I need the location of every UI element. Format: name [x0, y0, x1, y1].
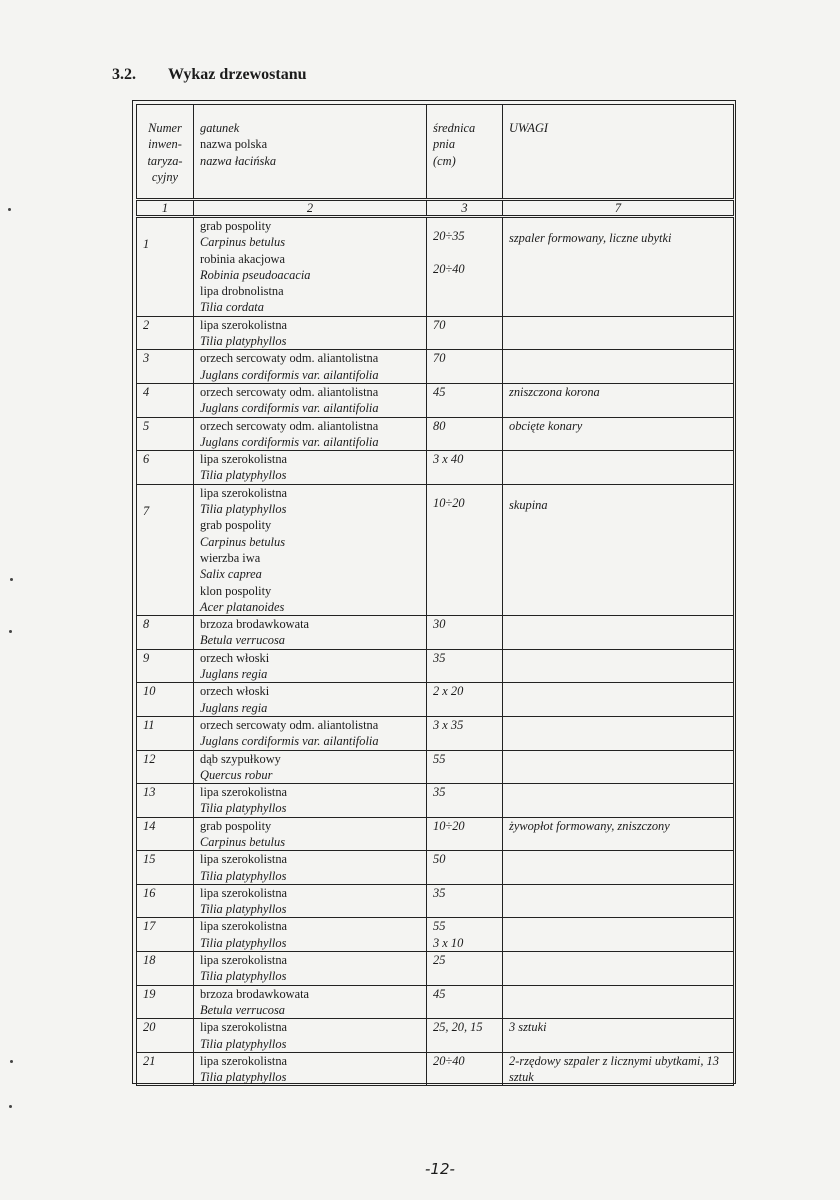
- diameter-value: 80: [433, 418, 446, 433]
- diameter-value: 20÷35: [433, 229, 465, 243]
- latin-name: Juglans cordiformis var. ailantifolia: [200, 734, 379, 749]
- notes-cell: [503, 616, 734, 650]
- polish-name: orzech sercowaty odm. aliantolistna: [200, 384, 379, 399]
- diameter-value: 10÷20: [433, 495, 465, 510]
- diameter-value: 3 x 35: [433, 717, 464, 732]
- inventory-number-cell: 10: [137, 683, 194, 717]
- latin-name: Acer platanoides: [200, 599, 285, 614]
- column-number: 2: [194, 200, 427, 217]
- diameter-cell: [427, 649, 503, 683]
- table-row: [137, 952, 734, 986]
- notes-cell: [503, 884, 734, 918]
- scan-speck: [9, 1105, 12, 1108]
- polish-name: orzech włoski: [200, 650, 270, 665]
- inventory-number-cell: 12: [137, 750, 194, 784]
- latin-name: Tilia platyphyllos: [200, 468, 287, 483]
- diameter-value: 45: [433, 384, 446, 399]
- polish-name: robinia akacjowa: [200, 251, 285, 266]
- polish-name: lipa szerokolistna: [200, 785, 288, 800]
- latin-name: Juglans regia: [200, 700, 268, 715]
- species-cell: [194, 383, 427, 417]
- diameter-value: 55: [433, 751, 446, 766]
- latin-name: Tilia platyphyllos: [200, 868, 287, 883]
- section-number: 3.2.: [112, 66, 136, 83]
- diameter-value: 50: [433, 852, 446, 867]
- latin-name: Tilia platyphyllos: [200, 502, 287, 517]
- diameter-cell: [427, 616, 503, 650]
- diameter-value: 35: [433, 650, 446, 665]
- table-row: [137, 918, 734, 952]
- diameter-cell: [427, 784, 503, 818]
- diameter-value: 70: [433, 351, 446, 366]
- notes-cell: [503, 985, 734, 1019]
- species-cell: [194, 1019, 427, 1053]
- diameter-cell: [427, 884, 503, 918]
- inventory-number-cell: 4: [137, 383, 194, 417]
- polish-name: grab pospolity: [200, 219, 272, 233]
- inventory-number-cell: 16: [137, 884, 194, 918]
- notes-cell: [503, 918, 734, 952]
- table-row: [137, 383, 734, 417]
- notes-cell: [503, 716, 734, 750]
- polish-name: orzech sercowaty odm. aliantolistna: [200, 351, 379, 366]
- species-cell: [194, 217, 427, 317]
- species-cell: [194, 451, 427, 485]
- polish-name: lipa drobnolistna: [200, 284, 284, 299]
- species-cell: [194, 750, 427, 784]
- table-body: [137, 217, 734, 1086]
- notes-cell: żywopłot formowany, zniszczony: [503, 817, 734, 851]
- polish-name: grab pospolity: [200, 818, 272, 833]
- inventory-number-cell: 20: [137, 1019, 194, 1053]
- latin-name: Quercus robur: [200, 767, 273, 782]
- notes-cell: [503, 750, 734, 784]
- diameter-value: 3 x 10: [433, 935, 464, 950]
- species-cell: [194, 649, 427, 683]
- latin-name: Juglans regia: [200, 667, 268, 682]
- diameter-cell: [427, 918, 503, 952]
- species-cell: [194, 683, 427, 717]
- diameter-value: 35: [433, 785, 446, 800]
- inventory-number-cell: 21: [137, 1052, 194, 1086]
- table-row: [137, 750, 734, 784]
- diameter-value: 30: [433, 617, 446, 632]
- diameter-value: 3 x 40: [433, 452, 464, 467]
- notes-cell: [503, 683, 734, 717]
- column-number: 7: [503, 200, 734, 217]
- species-cell: [194, 784, 427, 818]
- diameter-cell: [427, 316, 503, 350]
- notes-cell: obcięte konary: [503, 417, 734, 451]
- latin-name: Juglans cordiformis var. ailantifolia: [200, 367, 379, 382]
- table-row: [137, 716, 734, 750]
- latin-name: Carpinus betulus: [200, 834, 286, 849]
- table-row: [137, 616, 734, 650]
- inventory-number-cell: 17: [137, 918, 194, 952]
- diameter-cell: [427, 851, 503, 885]
- diameter-cell: [427, 750, 503, 784]
- table-row: [137, 985, 734, 1019]
- table-row: [137, 217, 734, 317]
- species-cell: [194, 616, 427, 650]
- inventory-number-cell: 6: [137, 451, 194, 485]
- inventory-number-cell: 7: [137, 484, 194, 615]
- notes-cell: 2-rzędowy szpaler z licznymi ubytkami, 13 sztuk: [503, 1052, 734, 1086]
- polish-name: brzoza brodawkowata: [200, 617, 310, 632]
- header-species: gatunek nazwa polska nazwa łacińska: [194, 105, 427, 200]
- latin-name: Tilia cordata: [200, 300, 264, 315]
- inventory-number-cell: 3: [137, 350, 194, 384]
- table-row: [137, 316, 734, 350]
- inventory-number-cell: 11: [137, 716, 194, 750]
- polish-name: lipa szerokolistna: [200, 317, 288, 332]
- section-title: Wykaz drzewostanu: [168, 66, 307, 83]
- diameter-cell: [427, 1052, 503, 1086]
- inventory-number-cell: 8: [137, 616, 194, 650]
- notes-cell: 3 sztuki: [503, 1019, 734, 1053]
- table-row: [137, 851, 734, 885]
- species-cell: [194, 918, 427, 952]
- inventory-number-cell: 1: [137, 217, 194, 317]
- table-row: [137, 451, 734, 485]
- diameter-cell: [427, 383, 503, 417]
- notes-cell: [503, 851, 734, 885]
- notes-cell: zniszczona korona: [503, 383, 734, 417]
- diameter-value: 20÷40: [433, 1053, 465, 1068]
- table-row: [137, 884, 734, 918]
- scan-speck: [10, 1060, 13, 1063]
- notes-cell: szpaler formowany, liczne ubytki: [503, 217, 734, 317]
- polish-name: wierzba iwa: [200, 550, 261, 565]
- table-row: [137, 1052, 734, 1086]
- inventory-number-cell: 15: [137, 851, 194, 885]
- species-cell: [194, 350, 427, 384]
- table-row: [137, 817, 734, 851]
- inventory-number-cell: 18: [137, 952, 194, 986]
- polish-name: lipa szerokolistna: [200, 885, 288, 900]
- diameter-value: 55: [433, 919, 446, 934]
- section-heading: [112, 66, 307, 84]
- diameter-cell: [427, 1019, 503, 1053]
- inventory-number-cell: 2: [137, 316, 194, 350]
- diameter-cell: [427, 451, 503, 485]
- species-cell: [194, 1052, 427, 1086]
- latin-name: Tilia platyphyllos: [200, 902, 287, 917]
- polish-name: klon pospolity: [200, 583, 272, 598]
- diameter-cell: [427, 952, 503, 986]
- latin-name: Betula verrucosa: [200, 1002, 285, 1017]
- latin-name: Tilia platyphyllos: [200, 1070, 287, 1085]
- table-header-row: [137, 105, 734, 200]
- species-cell: [194, 884, 427, 918]
- notes-cell: [503, 316, 734, 350]
- latin-name: Carpinus betulus: [200, 534, 286, 549]
- diameter-value: 20÷40: [433, 261, 465, 276]
- species-cell: [194, 716, 427, 750]
- diameter-value: 10÷20: [433, 818, 465, 833]
- polish-name: lipa szerokolistna: [200, 852, 288, 867]
- diameter-cell: [427, 484, 503, 615]
- diameter-cell: [427, 683, 503, 717]
- latin-name: Tilia platyphyllos: [200, 969, 287, 984]
- table-row: [137, 683, 734, 717]
- polish-name: lipa szerokolistna: [200, 1020, 288, 1035]
- notes-cell: [503, 451, 734, 485]
- table-row: [137, 1019, 734, 1053]
- species-cell: [194, 484, 427, 615]
- diameter-cell: [427, 817, 503, 851]
- polish-name: lipa szerokolistna: [200, 485, 288, 500]
- tree-inventory-table: [136, 104, 734, 1086]
- diameter-value: 70: [433, 317, 446, 332]
- notes-cell: [503, 649, 734, 683]
- diameter-value: 45: [433, 986, 446, 1001]
- species-cell: [194, 952, 427, 986]
- species-cell: [194, 851, 427, 885]
- table-row: [137, 649, 734, 683]
- latin-name: Tilia platyphyllos: [200, 801, 287, 816]
- polish-name: lipa szerokolistna: [200, 953, 288, 968]
- diameter-value: 35: [433, 885, 446, 900]
- table-row: [137, 784, 734, 818]
- polish-name: orzech sercowaty odm. aliantolistna: [200, 717, 379, 732]
- table-row: [137, 417, 734, 451]
- column-number: 3: [427, 200, 503, 217]
- polish-name: lipa szerokolistna: [200, 452, 288, 467]
- polish-name: dąb szypułkowy: [200, 751, 281, 766]
- header-inventory-number: Numer inwen- taryza- cyjny: [137, 105, 194, 200]
- diameter-cell: [427, 716, 503, 750]
- scan-speck: [8, 208, 11, 211]
- notes-cell: skupina: [503, 484, 734, 615]
- latin-name: Robinia pseudoacacia: [200, 267, 311, 282]
- species-cell: [194, 316, 427, 350]
- polish-name: grab pospolity: [200, 518, 272, 533]
- polish-name: orzech sercowaty odm. aliantolistna: [200, 418, 379, 433]
- header-notes: UWAGI: [503, 105, 734, 200]
- notes-cell: [503, 350, 734, 384]
- table-row: [137, 484, 734, 615]
- inventory-number-cell: 14: [137, 817, 194, 851]
- inventory-number-cell: 9: [137, 649, 194, 683]
- diameter-cell: [427, 417, 503, 451]
- species-cell: [194, 817, 427, 851]
- latin-name: Juglans cordiformis var. ailantifolia: [200, 434, 379, 449]
- table-row: [137, 350, 734, 384]
- polish-name: lipa szerokolistna: [200, 919, 288, 934]
- species-cell: [194, 417, 427, 451]
- column-number: 1: [137, 200, 194, 217]
- polish-name: brzoza brodawkowata: [200, 986, 310, 1001]
- diameter-cell: [427, 217, 503, 317]
- latin-name: Betula verrucosa: [200, 633, 285, 648]
- latin-name: Tilia platyphyllos: [200, 935, 287, 950]
- diameter-cell: [427, 350, 503, 384]
- latin-name: Juglans cordiformis var. ailantifolia: [200, 401, 379, 416]
- latin-name: Tilia platyphyllos: [200, 1036, 287, 1051]
- scan-speck: [9, 630, 12, 633]
- inventory-number-cell: 13: [137, 784, 194, 818]
- page-number: -12-: [425, 1160, 455, 1178]
- notes-cell: [503, 952, 734, 986]
- polish-name: orzech włoski: [200, 684, 270, 699]
- inventory-number-cell: 19: [137, 985, 194, 1019]
- latin-name: Carpinus betulus: [200, 235, 286, 250]
- notes-cell: [503, 784, 734, 818]
- diameter-value: 25: [433, 953, 446, 968]
- inventory-number-cell: 5: [137, 417, 194, 451]
- species-cell: [194, 985, 427, 1019]
- diameter-value: 25, 20, 15: [433, 1020, 483, 1035]
- diameter-cell: [427, 985, 503, 1019]
- column-number-row: [137, 200, 734, 217]
- diameter-value: 2 x 20: [433, 684, 464, 699]
- latin-name: Salix caprea: [200, 567, 262, 582]
- diameter-value: [433, 244, 496, 260]
- latin-name: Tilia platyphyllos: [200, 334, 287, 349]
- polish-name: lipa szerokolistna: [200, 1053, 288, 1068]
- header-diameter: średnica pnia (cm): [427, 105, 503, 200]
- scan-speck: [10, 578, 13, 581]
